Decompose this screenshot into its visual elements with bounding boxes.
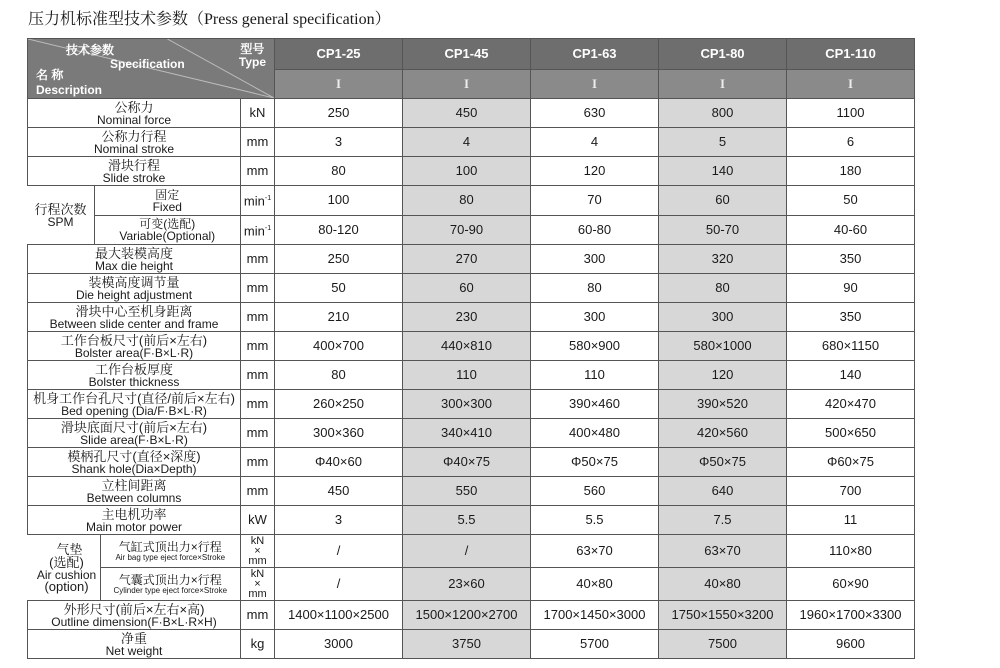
table-cell: 700 <box>787 477 915 506</box>
row-unit: mm <box>241 448 275 477</box>
row-unit: kg <box>241 630 275 659</box>
table-cell: 300 <box>531 245 659 274</box>
table-cell: 40-60 <box>787 215 915 245</box>
row-unit: $\min^{-1}$ <box>241 186 275 216</box>
table-cell: 40×80 <box>531 568 659 601</box>
table-cell: 1500×1200×2700 <box>403 601 531 630</box>
table-cell: 800 <box>659 99 787 128</box>
table-cell: 340×410 <box>403 419 531 448</box>
header-name-zh: 名 称 <box>36 68 64 82</box>
table-cell: 50 <box>787 186 915 216</box>
row-unit: mm <box>241 128 275 157</box>
table-row <box>28 157 915 186</box>
table-cell: 420×470 <box>787 390 915 419</box>
table-cell: 270 <box>403 245 531 274</box>
model-header: CP1-25 <box>275 39 403 70</box>
table-cell: / <box>403 535 531 568</box>
type-mark: I <box>659 70 787 99</box>
row-label: 公称力 Nominal force <box>28 99 241 128</box>
table-cell: 630 <box>531 99 659 128</box>
table-row <box>28 448 915 477</box>
table-cell: 580×900 <box>531 332 659 361</box>
spm-inner <box>28 186 241 244</box>
table-row <box>28 186 915 216</box>
table-cell: Φ60×75 <box>787 448 915 477</box>
row-label: 主电机功率 Main motor power <box>28 506 241 535</box>
table-cell: 420×560 <box>659 419 787 448</box>
type-mark: I <box>403 70 531 99</box>
table-cell: 210 <box>275 303 403 332</box>
table-cell: 5.5 <box>403 506 531 535</box>
table-cell: 3750 <box>403 630 531 659</box>
row-unit: kW <box>241 506 275 535</box>
table-cell: 80-120 <box>275 215 403 245</box>
table-cell: 300×300 <box>403 390 531 419</box>
table-cell: 63×70 <box>659 535 787 568</box>
table-cell: 4 <box>531 128 659 157</box>
table-cell: 7500 <box>659 630 787 659</box>
spec-table <box>27 38 915 659</box>
table-cell: 300 <box>659 303 787 332</box>
table-cell: 60 <box>659 186 787 216</box>
table-row <box>28 332 915 361</box>
table-cell: 90 <box>787 274 915 303</box>
table-cell: 440×810 <box>403 332 531 361</box>
type-mark: I <box>275 70 403 99</box>
row-unit: mm <box>241 332 275 361</box>
row-unit: kN × mm <box>241 535 275 568</box>
row-label: 工作台板厚度 Bolster thickness <box>28 361 241 390</box>
table-cell: 100 <box>275 186 403 216</box>
row-label: 模柄孔尺寸(直径×深度) Shank hole(Dia×Depth) <box>28 448 241 477</box>
cushion-cylinder-label: 气囊式顶出力×行程 Cylinder type eject force×Stroke <box>113 572 228 595</box>
row-unit: mm <box>241 303 275 332</box>
row-unit: mm <box>241 245 275 274</box>
page-title-zh: 压力机标准型技术参数 <box>28 11 189 28</box>
table-cell: 680×1150 <box>787 332 915 361</box>
type-mark: I <box>787 70 915 99</box>
table-cell: 1960×1700×3300 <box>787 601 915 630</box>
table-cell: 110 <box>531 361 659 390</box>
row-label: 工作台板尺寸(前后×左右) Bolster area(F·B×L·R) <box>28 332 241 361</box>
table-cell: 120 <box>531 157 659 186</box>
row-unit: kN <box>241 99 275 128</box>
row-label: 滑块底面尺寸(前后×左右) Slide area(F·B×L·R) <box>28 419 241 448</box>
table-cell: Φ40×75 <box>403 448 531 477</box>
table-cell: 5700 <box>531 630 659 659</box>
cushion-inner <box>28 535 241 600</box>
row-unit: mm <box>241 419 275 448</box>
table-row <box>28 506 915 535</box>
table-cell: 60-80 <box>531 215 659 245</box>
table-cell: 80 <box>275 157 403 186</box>
header-type-en: Type <box>238 55 266 69</box>
row-unit: mm <box>241 601 275 630</box>
table-cell: 500×650 <box>787 419 915 448</box>
table-cell: 70 <box>531 186 659 216</box>
table-cell: 80 <box>403 186 531 216</box>
table-cell: Φ50×75 <box>659 448 787 477</box>
table-cell: 560 <box>531 477 659 506</box>
row-label: 最大装模高度 Max die height <box>28 245 241 274</box>
table-cell: 450 <box>275 477 403 506</box>
table-cell: 110×80 <box>787 535 915 568</box>
row-unit: mm <box>241 157 275 186</box>
table-row <box>28 303 915 332</box>
table-cell: 300×360 <box>275 419 403 448</box>
row-unit: mm <box>241 390 275 419</box>
spm-fixed-label: 固定 Fixed <box>95 187 241 216</box>
header-type <box>239 43 266 69</box>
table-cell: 40×80 <box>659 568 787 601</box>
table-cell: 5.5 <box>531 506 659 535</box>
table-cell: 63×70 <box>531 535 659 568</box>
table-cell: 5 <box>659 128 787 157</box>
row-label: 外形尺寸(前后×左右×高) Outline dimension(F·B×L·R×H) <box>28 601 241 630</box>
table-cell: 1400×1100×2500 <box>275 601 403 630</box>
model-header: CP1-80 <box>659 39 787 70</box>
table-cell: 50 <box>275 274 403 303</box>
table-cell: 550 <box>403 477 531 506</box>
table-row <box>28 535 915 568</box>
table-cell: 23×60 <box>403 568 531 601</box>
table-cell: 450 <box>403 99 531 128</box>
table-cell: 350 <box>787 303 915 332</box>
row-label: 装模高度调节量 Die height adjustment <box>28 274 241 303</box>
row-label: 滑块行程 Slide stroke <box>28 157 241 186</box>
header-spec-en: Specification <box>110 57 185 71</box>
table-cell: 390×460 <box>531 390 659 419</box>
cushion-airbag-label: 气缸式顶出力×行程 Air bag type eject force×Stroke <box>101 535 241 568</box>
table-row <box>28 630 915 659</box>
cushion-group <box>28 535 241 601</box>
table-row <box>28 477 915 506</box>
row-label: 滑块中心至机身距离 Between slide center and frame <box>28 303 241 332</box>
table-cell: 80 <box>531 274 659 303</box>
table-cell: 250 <box>275 99 403 128</box>
row-unit: mm <box>241 274 275 303</box>
header-type-zh: 型号 <box>240 42 265 56</box>
table-cell: 1700×1450×3000 <box>531 601 659 630</box>
header-corner <box>28 39 275 99</box>
table-cell: 3 <box>275 506 403 535</box>
row-label: 公称力行程 Nominal stroke <box>28 128 241 157</box>
table-cell: 9600 <box>787 630 915 659</box>
table-row <box>28 361 915 390</box>
table-cell: 230 <box>403 303 531 332</box>
table-cell: 320 <box>659 245 787 274</box>
table-cell: 400×700 <box>275 332 403 361</box>
table-cell: 6 <box>787 128 915 157</box>
row-label: 净重 Net weight <box>28 630 241 659</box>
table-cell: 3 <box>275 128 403 157</box>
table-cell: 180 <box>787 157 915 186</box>
table-row <box>28 128 915 157</box>
table-cell: 1750×1550×3200 <box>659 601 787 630</box>
model-header: CP1-110 <box>787 39 915 70</box>
header-name-en: Description <box>36 83 103 97</box>
table-cell: 580×1000 <box>659 332 787 361</box>
model-header: CP1-63 <box>531 39 659 70</box>
header-spec-zh: 技术参数 <box>66 43 115 57</box>
row-label: 立柱间距离 Between columns <box>28 477 241 506</box>
page-title-en: （Press general specification） <box>188 11 391 28</box>
table-cell: 80 <box>659 274 787 303</box>
table-cell: 140 <box>659 157 787 186</box>
table-cell: 70-90 <box>403 215 531 245</box>
table-cell: 3000 <box>275 630 403 659</box>
table-cell: 300 <box>531 303 659 332</box>
table-row <box>28 245 915 274</box>
table-cell: 400×480 <box>531 419 659 448</box>
table-cell: 4 <box>403 128 531 157</box>
table-cell: 390×520 <box>659 390 787 419</box>
row-label: 机身工作台孔尺寸(直径/前后×左右) Bed opening (Dia/F·B×L·R) <box>28 390 241 419</box>
spm-variable-label: 可变(选配) Variable(Optional) <box>119 216 216 243</box>
table-cell: 110 <box>403 361 531 390</box>
table-cell: 7.5 <box>659 506 787 535</box>
table-cell: 11 <box>787 506 915 535</box>
table-row <box>28 601 915 630</box>
row-unit: mm <box>241 477 275 506</box>
row-unit: kN × mm <box>241 568 275 601</box>
table-cell: Φ40×60 <box>275 448 403 477</box>
table-row <box>28 274 915 303</box>
table-row <box>28 99 915 128</box>
spm-group <box>28 186 241 245</box>
table-cell: 250 <box>275 245 403 274</box>
table-cell: 100 <box>403 157 531 186</box>
table-cell: / <box>275 568 403 601</box>
table-cell: 640 <box>659 477 787 506</box>
table-cell: Φ50×75 <box>531 448 659 477</box>
cushion-label: 气垫 (选配) Air cushion (option) <box>28 535 101 600</box>
row-unit: mm <box>241 361 275 390</box>
type-mark: I <box>531 70 659 99</box>
model-header: CP1-45 <box>403 39 531 70</box>
table-cell: / <box>275 535 403 568</box>
row-unit: $\min^{-1}$ <box>241 215 275 245</box>
table-row <box>28 390 915 419</box>
table-cell: 350 <box>787 245 915 274</box>
table-cell: 80 <box>275 361 403 390</box>
table-cell: 60 <box>403 274 531 303</box>
table-cell: 140 <box>787 361 915 390</box>
page-title <box>28 6 391 29</box>
table-cell: 60×90 <box>787 568 915 601</box>
table-cell: 120 <box>659 361 787 390</box>
table-cell: 260×250 <box>275 390 403 419</box>
table-row <box>28 419 915 448</box>
spm-label: 行程次数 SPM <box>28 186 95 244</box>
table-cell: 50-70 <box>659 215 787 245</box>
table-cell: 1100 <box>787 99 915 128</box>
